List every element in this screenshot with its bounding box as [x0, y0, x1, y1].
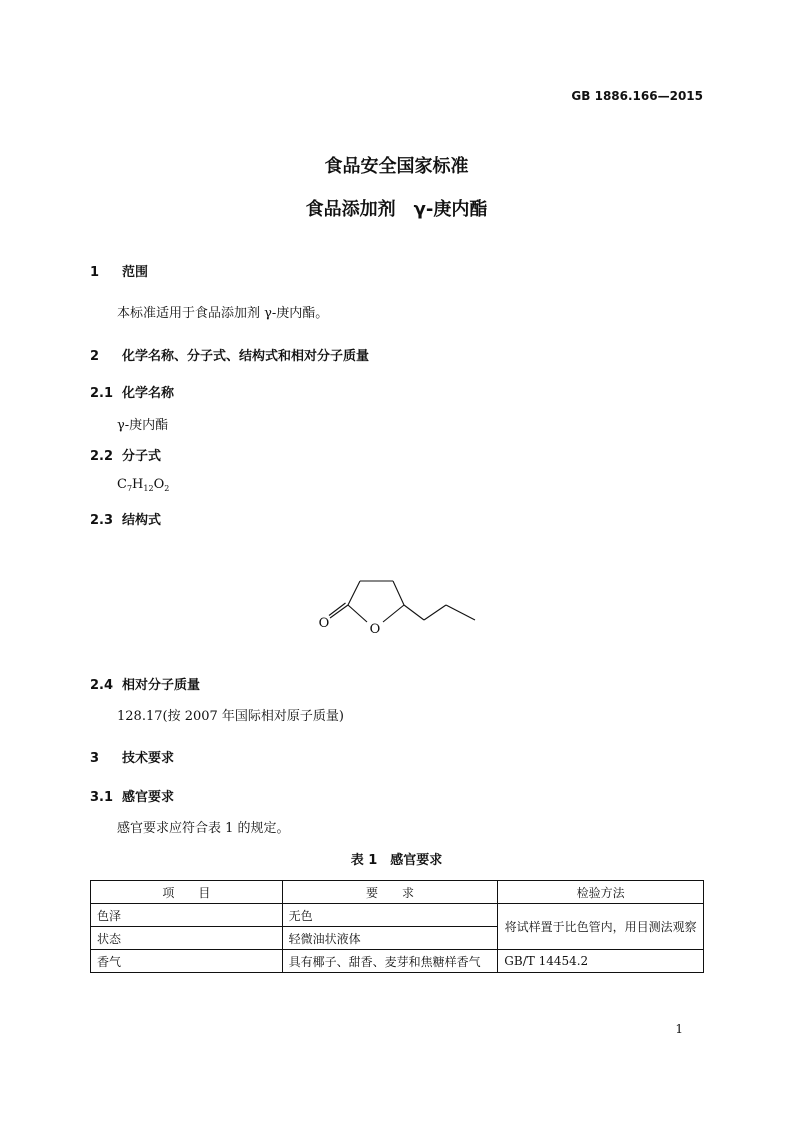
document-subtitle: 食品添加剂 γ-庚内酯	[305, 199, 488, 220]
chemical-name: γ-庚内酯	[117, 418, 169, 433]
header-method: 检验方法	[498, 881, 704, 904]
carbonyl-oxygen-label: O	[318, 616, 330, 631]
cell-requirement: 轻微油状液体	[282, 927, 498, 950]
section-number: 2.2	[90, 449, 114, 464]
section-number: 3	[90, 751, 100, 766]
header-item: 项 目	[91, 881, 283, 904]
cell-method-merged: 将试样置于比色管内，用目测法观察	[498, 904, 704, 950]
section-number: 2.4	[90, 678, 114, 693]
section-title: 范围	[122, 265, 149, 280]
section-title: 分子式	[122, 449, 162, 464]
table-header-row	[91, 881, 704, 904]
section-3-1-text: 感官要求应符合表 1 的规定。	[117, 821, 290, 836]
section-2-2-heading	[90, 445, 161, 464]
sensory-requirements-table	[90, 880, 704, 973]
section-2-heading	[90, 345, 369, 364]
cell-item: 状态	[91, 927, 283, 950]
header-requirement: 要 求	[282, 881, 498, 904]
section-2-1-heading	[90, 382, 174, 401]
section-number: 2.1	[90, 386, 114, 401]
section-2-4-heading	[90, 674, 200, 693]
page-number: 1	[675, 1022, 683, 1036]
cell-requirement: 无色	[282, 904, 498, 927]
cell-requirement: 具有椰子、甜香、麦芽和焦糖样香气	[282, 950, 498, 973]
section-number: 2	[90, 349, 100, 364]
section-number: 3.1	[90, 790, 114, 805]
standard-code: GB 1886.166—2015	[571, 89, 703, 103]
structural-formula	[310, 578, 485, 640]
section-title: 化学名称	[122, 386, 175, 401]
cell-item: 色泽	[91, 904, 283, 927]
section-title: 化学名称、分子式、结构式和相对分子质量	[122, 349, 370, 364]
table-caption: 表 1 感官要求	[350, 853, 443, 868]
table-row	[91, 904, 704, 927]
section-title: 感官要求	[122, 790, 175, 805]
section-3-1-heading	[90, 786, 174, 805]
molecular-mass: 128.17(按 2007 年国际相对原子质量)	[117, 709, 344, 724]
cell-item: 香气	[91, 950, 283, 973]
section-number: 1	[90, 265, 100, 280]
section-title: 技术要求	[122, 751, 175, 766]
section-title: 相对分子质量	[122, 678, 201, 693]
ring-oxygen-label: O	[369, 622, 381, 637]
cell-method: GB/T 14454.2	[498, 950, 704, 973]
section-title: 结构式	[122, 513, 162, 528]
section-number: 2.3	[90, 513, 114, 528]
section-1-text: 本标准适用于食品添加剂 γ-庚内酯。	[117, 306, 329, 321]
section-1-heading	[90, 261, 148, 280]
section-3-heading	[90, 747, 174, 766]
molecular-formula: $C_7H_{12}O_2$	[117, 477, 170, 493]
document-title: 食品安全国家标准	[324, 156, 469, 177]
section-2-3-heading	[90, 509, 161, 528]
table-row	[91, 950, 704, 973]
